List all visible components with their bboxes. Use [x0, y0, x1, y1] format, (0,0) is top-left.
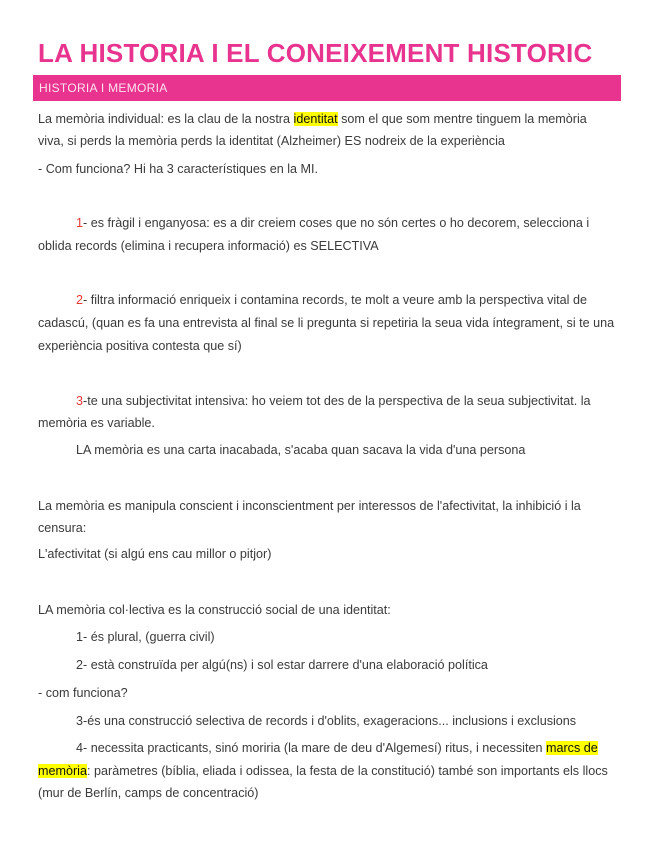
text: La memòria individual: es la clau de la nostra — [38, 112, 294, 126]
paragraph-line: LA memòria es una carta inacabada, s'acaba quan sacava la vida d'una persona — [76, 443, 526, 457]
list-item — [76, 739, 598, 757]
highlighted-text: identitat — [293, 112, 338, 126]
list-item — [76, 214, 589, 232]
paragraph-line: cadascú, (quan es fa una entrevista al final se li pregunta si repetiria la seua vida íntegrament, si te una — [38, 316, 615, 330]
paragraph-line: - com funciona? — [38, 686, 128, 700]
paragraph-line: LA memòria col·lectiva es la construcció social de una identitat: — [38, 603, 391, 617]
paragraph-line: memòria es variable. — [38, 416, 155, 430]
section-title: HISTORIA I MEMORIA — [39, 81, 168, 95]
highlighted-text: marcs de — [545, 741, 598, 755]
paragraph-line — [38, 110, 587, 128]
list-item — [76, 392, 591, 410]
paragraph-line: experiència positiva contesta que sí) — [38, 339, 242, 353]
paragraph-line: viva, si perds la memòria perds la identitat (Alzheimer) ES nodreix de la experiència — [38, 134, 505, 148]
paragraph-line: L'afectivitat (si algú ens cau millor o pitjor) — [38, 547, 272, 561]
item-number: 3 — [76, 394, 84, 408]
text: som el que som mentre tinguem la memòria — [337, 112, 587, 126]
item-number: 1 — [76, 216, 84, 230]
document-title: LA HISTORIA I EL CONEIXEMENT HISTORIC — [38, 38, 593, 68]
text: - es fràgil i enganyosa: es a dir creiem coses que no són certes o ho decorem, selecciona i — [83, 216, 590, 230]
section-header — [33, 75, 621, 101]
text: - filtra informació enriqueix i contamina records, te molt a veure amb la perspectiva vital de — [83, 293, 587, 307]
text: 4- necessita practicants, sinó moriria (la mare de deu d'Algemesí) ritus, i necessiten — [76, 741, 546, 755]
paragraph-line: oblida records (elimina i recupera informació) es SELECTIVA — [38, 239, 379, 253]
text: -te una subjectivitat intensiva: ho veiem tot des de la perspectiva de la seua subjectivitat. la — [83, 394, 591, 408]
highlighted-text: memòria — [38, 764, 87, 778]
paragraph-line — [38, 762, 608, 780]
list-item: 3-és una construcció selectiva de records i d'oblits, exageracions... inclusions i exclusions — [76, 714, 577, 728]
paragraph-line: censura: — [38, 521, 87, 535]
paragraph-line: (mur de Berlín, camps de concentració) — [38, 786, 259, 800]
list-item: 2- està construïda per algú(ns) i sol estar darrere d'una elaboració política — [76, 658, 488, 672]
text: : paràmetres (bíblia, eliada i odissea, la festa de la constitució) també son importants els llocs — [87, 764, 608, 778]
paragraph-line: - Com funciona? Hi ha 3 característiques en la MI. — [38, 162, 318, 176]
list-item — [76, 291, 587, 309]
item-number: 2 — [76, 293, 84, 307]
list-item: 1- és plural, (guerra civil) — [76, 630, 215, 644]
paragraph-line: La memòria es manipula conscient i inconscientment per interessos de l'afectivitat, la inhibició i la — [38, 499, 581, 513]
